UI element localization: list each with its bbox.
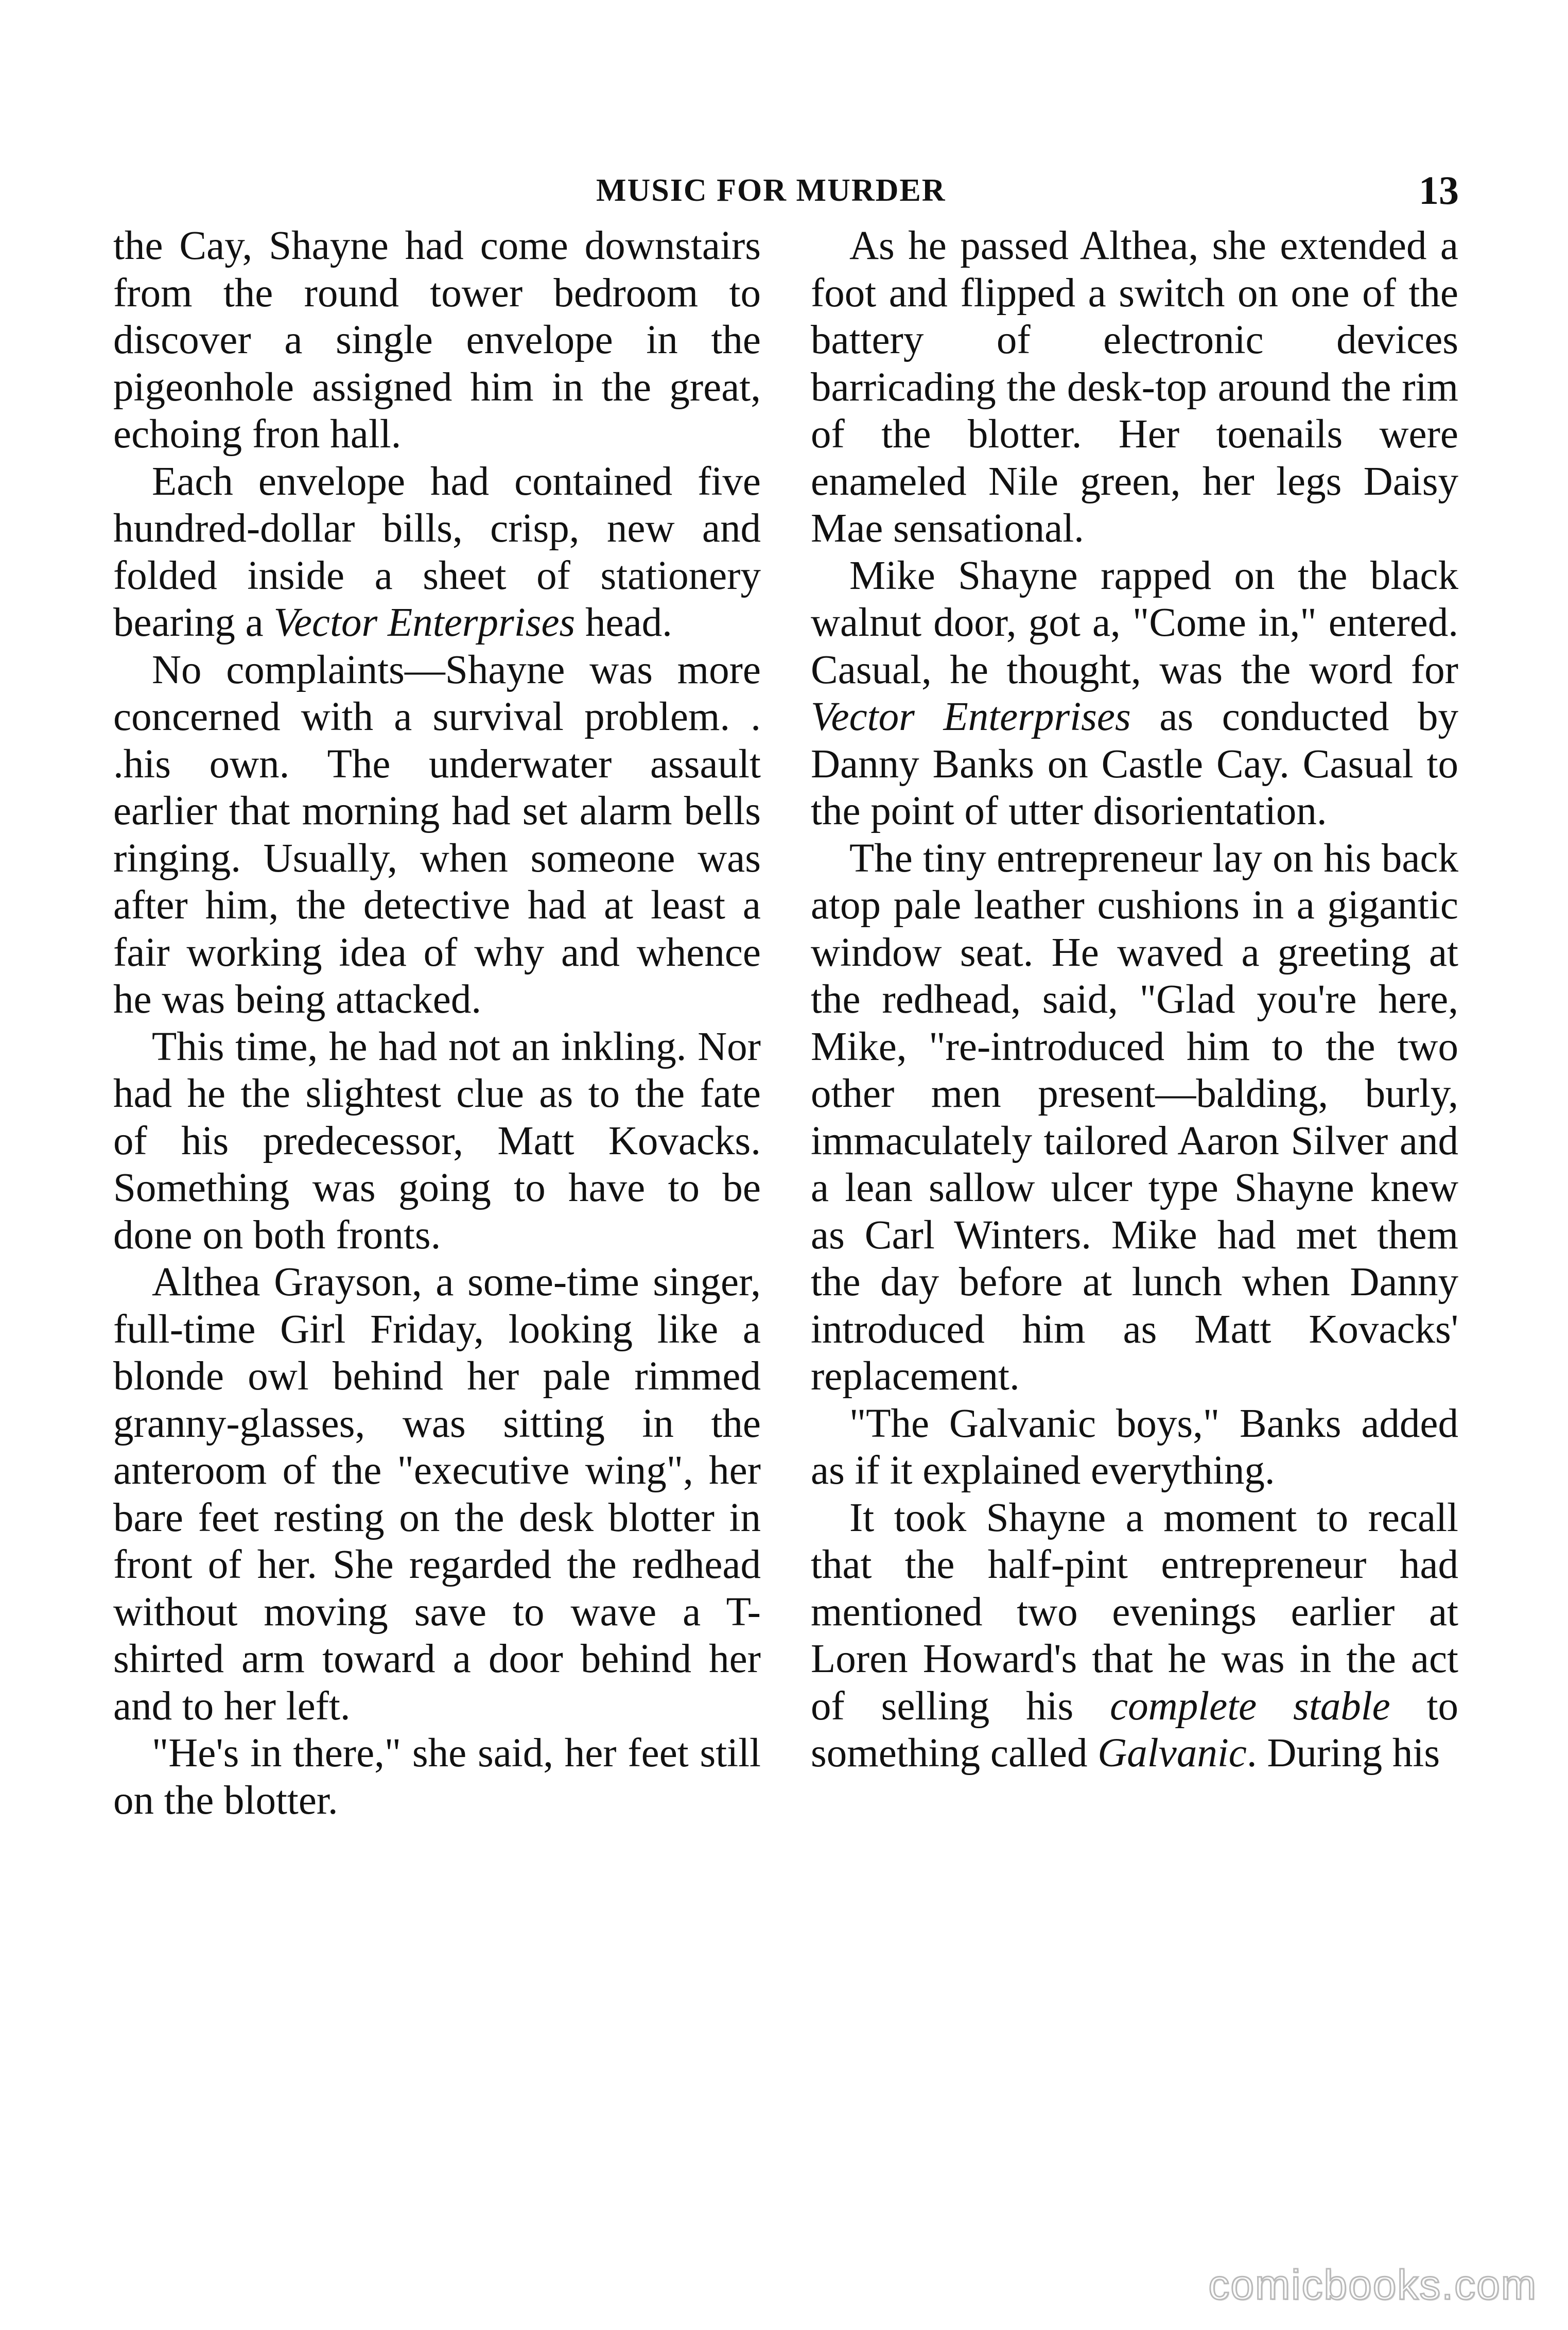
text-run: Mike Shayne rapped on the black walnut door, got a, "Come in," entered. Casual, he thought, was the word for <box>811 553 1458 692</box>
paragraph: As he passed Althea, she extended a foot and flipped a switch on one of the battery of electronic devices barricading the desk-top around the rim of the blotter. Her toenails were enameled Nile green, her legs Daisy Mae sensational. <box>811 223 1458 551</box>
paragraph: This time, he had not an inkling. Nor had he the slightest clue as to the fate of his predecessor, Matt Kovacks. Something was going to have to be done on both fronts. <box>113 1024 761 1258</box>
text-run: Each envelope had contained five hundred-dollar bills, crisp, new and folded inside a sheet of stationery bearing a <box>113 459 761 645</box>
paragraph: the Cay, Shayne had come downstairs from the round tower bedroom to discover a single envelope in the pigeonhole assigned him in the great, echoing fron hall. <box>113 223 761 457</box>
italic-text: Galvanic <box>1097 1731 1247 1776</box>
watermark: comicbooks.com <box>1208 2262 1537 2308</box>
paragraph <box>113 458 761 647</box>
running-title: MUSIC FOR MURDER <box>596 173 946 208</box>
text-run: as conducted by Danny Banks on Castle Cay. Casual to the point of utter disorientation. <box>811 694 1459 833</box>
paragraph: No complaints—Shayne was more concerned with a survival problem. . .his own. The underwater assault earlier that morning had set alarm bells ringing. Usually, when someone was after him, the detective had at least a fair working idea of why and whence he was being attacked. <box>113 647 761 1022</box>
italic-text: complete stable <box>1110 1683 1390 1729</box>
text-run: to something called <box>811 1683 1458 1776</box>
paragraph: "The Galvanic boys," Banks added as if it explained everything. <box>811 1401 1458 1493</box>
text-run: head. <box>575 600 672 645</box>
paragraph: The tiny entrepreneur lay on his back atop pale leather cushions in a gigantic window seat. He waved a greeting at the redhead, said, "Glad you're here, Mike, "re-introduced him to the two other men present—balding, burly, immaculately tailored Aaron Silver and a lean sallow ulcer type Shayne knew as Carl Winters. Mike had met them the day before at lunch when Danny introduced him as Matt Kovacks' replacement. <box>811 836 1458 1399</box>
running-header <box>0 167 1568 214</box>
text-run: . During his <box>1246 1731 1440 1776</box>
paragraph: "He's in there," she said, her feet still on the blotter. <box>113 1731 761 1823</box>
right-text-column <box>811 222 1458 1777</box>
italic-text: Vector Enterprises <box>273 600 576 645</box>
left-text-column <box>113 222 761 1824</box>
paragraph <box>811 1494 1458 1777</box>
italic-text: Vector Enterprises <box>811 694 1131 739</box>
page-number: 13 <box>1419 168 1459 213</box>
paragraph <box>811 552 1458 835</box>
paragraph: Althea Grayson, a some-time singer, full-time Girl Friday, looking like a blonde owl behind her pale rimmed granny-glasses, was sitting in the anteroom of the "executive wing", her bare feet resting on the desk blotter in front of her. She regarded the redhead without moving save to wave a T-shirted arm toward a door behind her and to her left. <box>113 1260 761 1729</box>
text-run: It took Shayne a moment to recall that the half-pint entrepreneur had mentioned two evenings earlier at Loren Howard's that he was in the act of selling his <box>811 1495 1458 1729</box>
